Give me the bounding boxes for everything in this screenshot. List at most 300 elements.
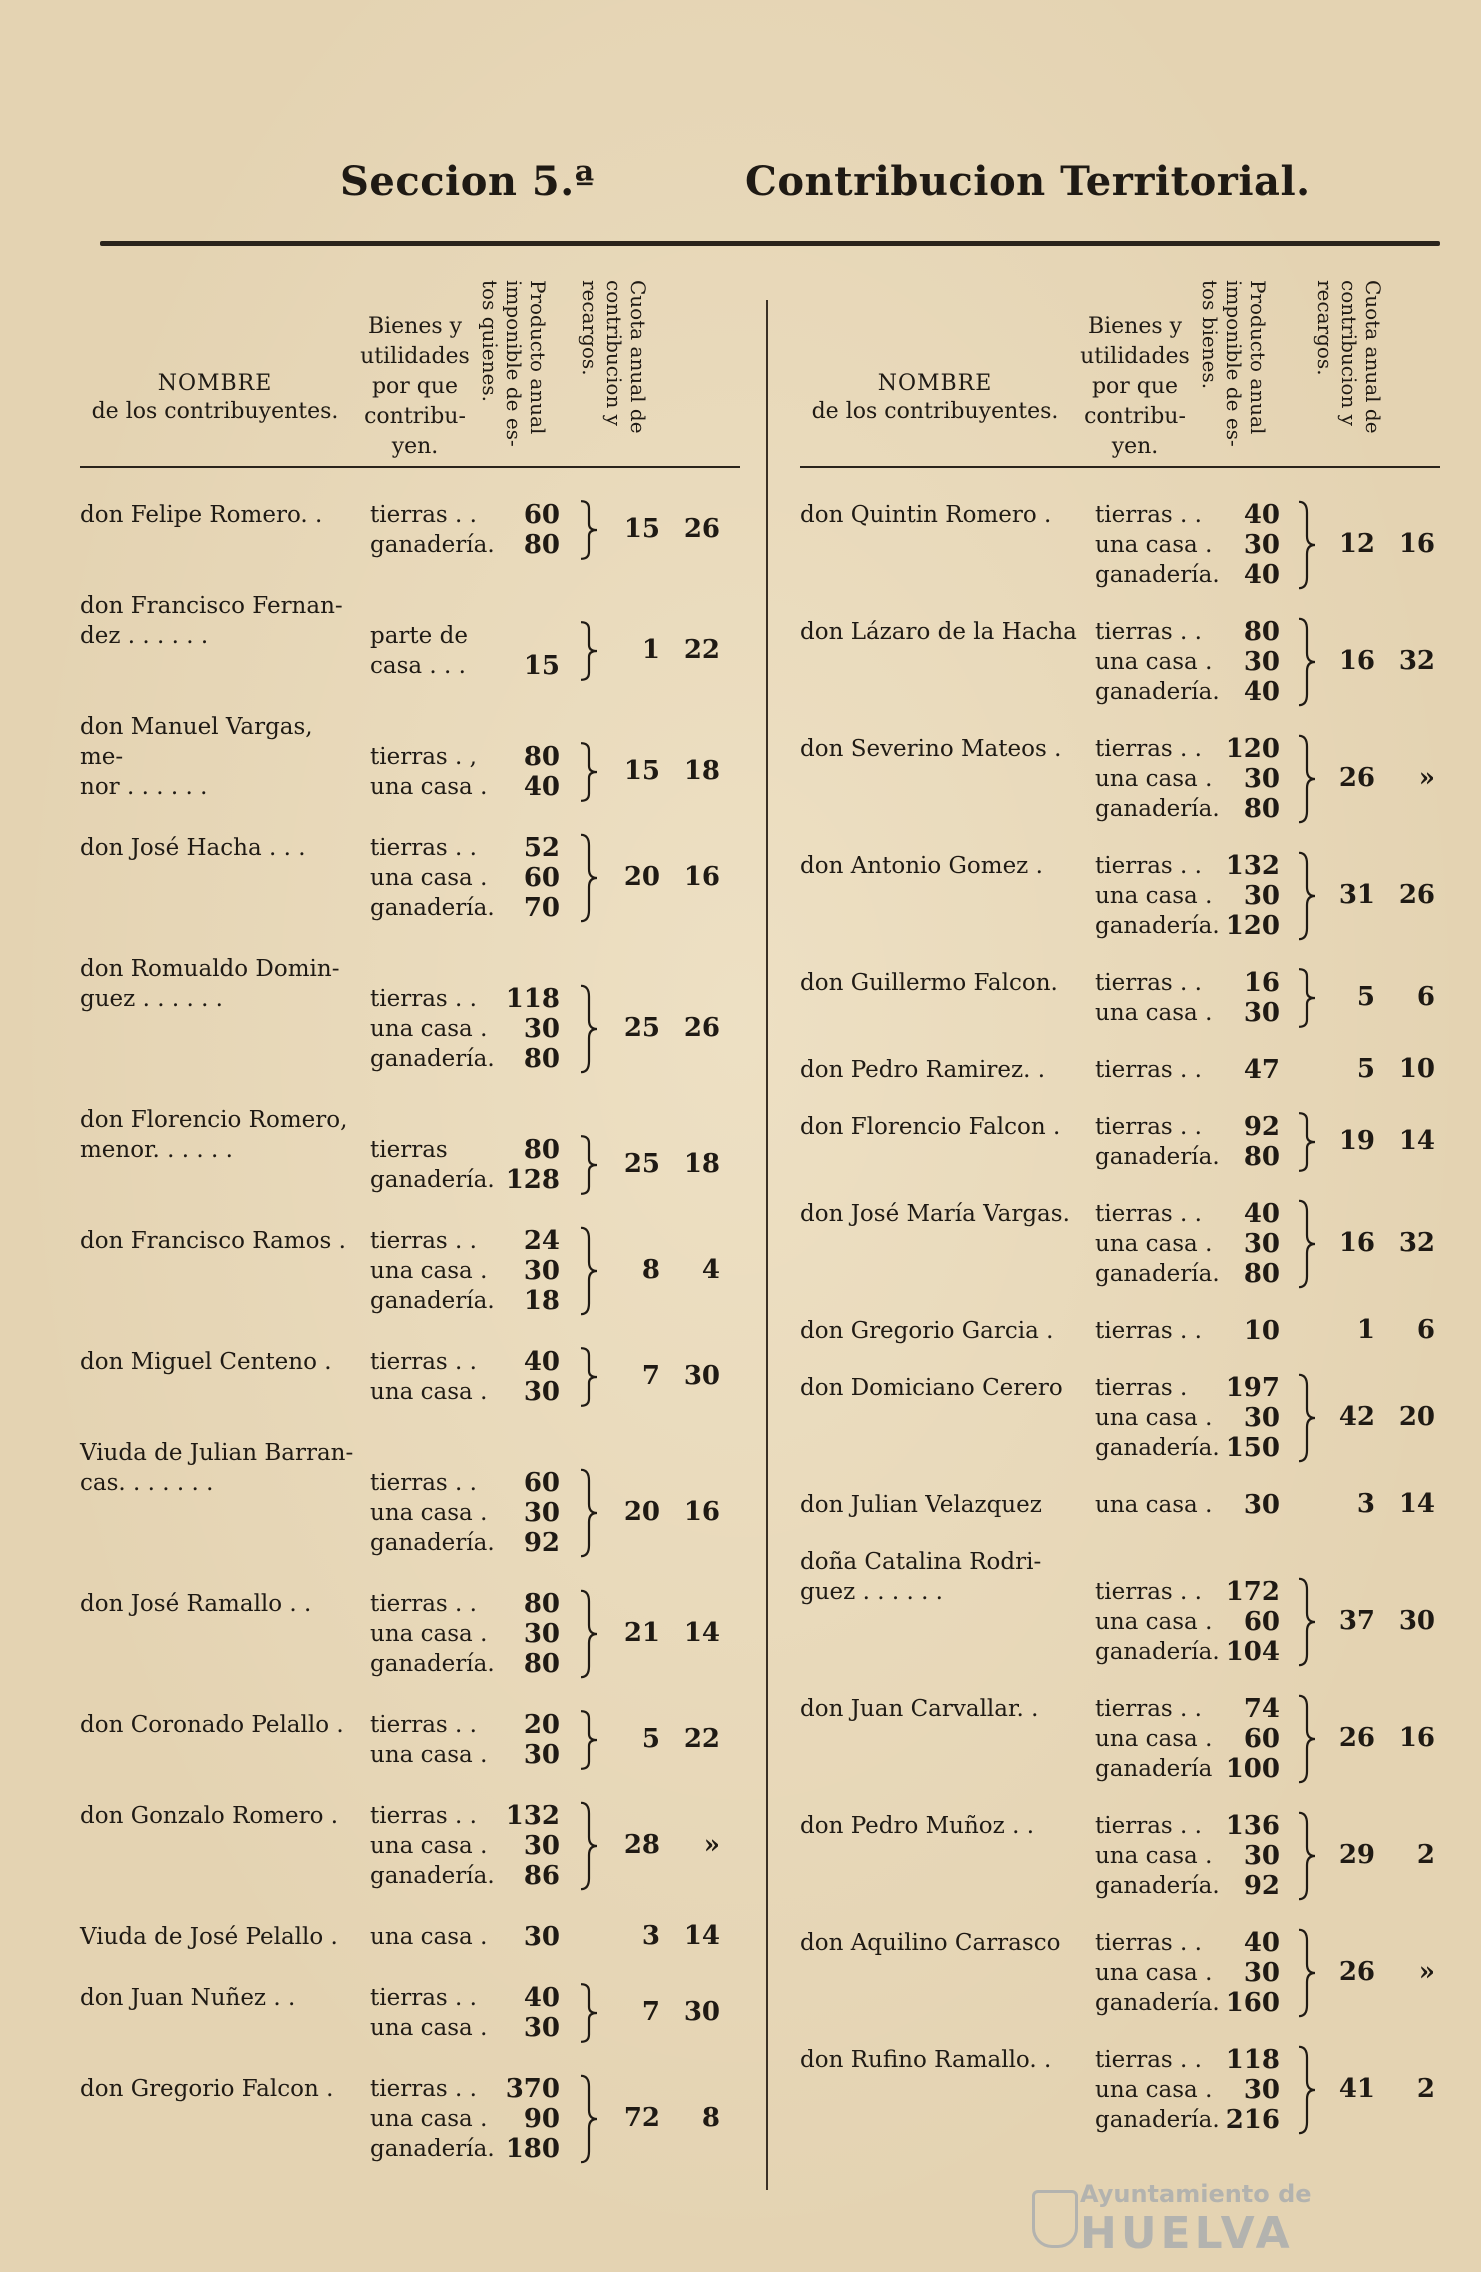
contributor-name: don Lázaro de la Hacha xyxy=(800,619,1077,645)
item-label: tierras . . xyxy=(1095,1114,1202,1140)
contributor-name: don Severino Mateos . xyxy=(800,736,1062,762)
item-label: una casa . xyxy=(1095,1609,1213,1635)
item-label: tierras . . xyxy=(370,1591,477,1617)
cuota-reales: 16 xyxy=(1338,646,1375,676)
item-label: tierras . . xyxy=(1095,736,1202,762)
item-value: 30 xyxy=(1243,647,1280,677)
contributor-name: don Florencio Romero, menor. . . . . . xyxy=(80,1107,348,1163)
brace-icon xyxy=(1295,1928,1317,2018)
brace-icon xyxy=(577,1589,599,1679)
item-value: 197 xyxy=(1225,1373,1280,1403)
cuota-maravedies: 8 xyxy=(701,2103,720,2133)
item-value: 24 xyxy=(523,1226,560,1256)
item-value: 40 xyxy=(1243,677,1280,707)
cuota-maravedies: 14 xyxy=(1398,1489,1435,1519)
item-label: ganadería. xyxy=(370,1530,495,1556)
contributor-name: don Coronado Pelallo . xyxy=(80,1712,344,1738)
table-row xyxy=(80,1983,740,2043)
cuota-maravedies: 32 xyxy=(1398,1228,1435,1258)
cuota-maravedies: 14 xyxy=(683,1618,720,1648)
brace-icon xyxy=(1295,1490,1317,1520)
item-value: 47 xyxy=(1243,1055,1280,1085)
item-value: 80 xyxy=(523,1135,560,1165)
item-label: tierras . . xyxy=(370,502,477,528)
item-label: una casa . xyxy=(370,1742,488,1768)
item-value: 172 xyxy=(1225,1577,1280,1607)
item-label: una casa . xyxy=(1095,2077,1213,2103)
cuota-reales: 1 xyxy=(1356,1315,1375,1345)
cuota-reales: 25 xyxy=(623,1013,660,1043)
item-value: 30 xyxy=(523,1740,560,1770)
item-label: tierras . . xyxy=(1095,1057,1202,1083)
contributor-name: don Antonio Gomez . xyxy=(800,853,1043,879)
table-row xyxy=(800,500,1450,590)
cuota-maravedies: 20 xyxy=(1398,1402,1435,1432)
item-value: 74 xyxy=(1243,1694,1280,1724)
item-value: 120 xyxy=(1225,911,1280,941)
cuota-reales: 20 xyxy=(623,1497,660,1527)
item-label: tierras . . xyxy=(370,1470,477,1496)
item-label: tierras . . xyxy=(1095,1813,1202,1839)
coat-of-arms-icon xyxy=(1032,2190,1078,2248)
contributor-name: don Juan Carvallar. . xyxy=(800,1696,1039,1722)
cuota-maravedies: 4 xyxy=(701,1255,720,1285)
item-label: ganadería. xyxy=(1095,1144,1220,1170)
contributor-name: don José Ramallo . . xyxy=(80,1591,312,1617)
brace-icon xyxy=(1295,1199,1317,1289)
brace-icon xyxy=(1295,851,1317,941)
cuota-reales: 5 xyxy=(1356,982,1375,1012)
contributor-name: don Rufino Ramallo. . xyxy=(800,2047,1052,2073)
contributor-name: don Gregorio Garcia . xyxy=(800,1318,1054,1344)
item-value: 10 xyxy=(1243,1316,1280,1346)
cuota-reales: 5 xyxy=(1356,1054,1375,1084)
cuota-maravedies: » xyxy=(1418,1957,1435,1987)
item-label: tierras . . xyxy=(1095,853,1202,879)
item-label: ganadería xyxy=(1095,1756,1213,1782)
cuota-reales: 28 xyxy=(623,1830,660,1860)
header-name: NOMBRE de los contribuyentes. xyxy=(811,371,1059,424)
brace-icon xyxy=(577,1226,599,1316)
table-row xyxy=(80,500,740,560)
table-header xyxy=(80,270,740,470)
item-value: 132 xyxy=(505,1801,560,1831)
cuota-reales: 26 xyxy=(1338,1957,1375,1987)
item-value: 40 xyxy=(523,772,560,802)
brace-icon xyxy=(577,1983,599,2043)
item-label: tierras . . xyxy=(370,1985,477,2011)
cuota-maravedies: 16 xyxy=(1398,1723,1435,1753)
table-row xyxy=(800,1928,1450,2018)
header-rule xyxy=(80,466,740,468)
brace-icon xyxy=(1295,1112,1317,1172)
contributor-name: don Aquilino Carrasco xyxy=(800,1930,1061,1956)
item-value: 60 xyxy=(523,863,560,893)
item-label: ganadería. xyxy=(1095,2107,1220,2133)
brace-icon xyxy=(1295,968,1317,1028)
cuota-maravedies: 32 xyxy=(1398,646,1435,676)
item-label: tierras xyxy=(370,1137,448,1163)
item-value: 80 xyxy=(1243,617,1280,647)
contributor-name: don Pedro Ramirez. . xyxy=(800,1057,1046,1083)
contributor-name: don Francisco Fernan- dez . . . . . . xyxy=(80,593,343,649)
contributor-name: don Manuel Vargas, me- nor . . . . . . xyxy=(80,714,313,800)
contributor-name: don Florencio Falcon . xyxy=(800,1114,1061,1140)
item-label: ganadería. xyxy=(1095,796,1220,822)
item-label: tierras . , xyxy=(370,744,477,770)
brace-icon xyxy=(1295,2045,1317,2135)
item-value: 30 xyxy=(1243,1490,1280,1520)
item-label: tierras . . xyxy=(1095,1318,1202,1344)
item-value: 30 xyxy=(523,1831,560,1861)
cuota-maravedies: 30 xyxy=(683,1997,720,2027)
item-value: 30 xyxy=(523,1377,560,1407)
item-value: 40 xyxy=(523,1983,560,2013)
item-label: tierras . . xyxy=(1095,502,1202,528)
item-label: ganadería. xyxy=(1095,1435,1220,1461)
item-value: 104 xyxy=(1225,1637,1280,1667)
item-label: ganadería. xyxy=(1095,913,1220,939)
contributor-name: don Pedro Muñoz . . xyxy=(800,1813,1035,1839)
contributor-name: Viuda de José Pelallo . xyxy=(80,1924,338,1950)
item-label: una casa . xyxy=(1095,1231,1213,1257)
item-value: 80 xyxy=(523,742,560,772)
contributor-name: don Gonzalo Romero . xyxy=(80,1803,339,1829)
cuota-maravedies: 26 xyxy=(683,1013,720,1043)
item-label: ganadería. xyxy=(370,1863,495,1889)
cuota-maravedies: 18 xyxy=(683,1149,720,1179)
item-label: una casa . xyxy=(370,1379,488,1405)
item-value: 60 xyxy=(523,1468,560,1498)
cuota-maravedies: » xyxy=(1418,763,1435,793)
item-label: tierras . . xyxy=(370,2076,477,2102)
cuota-reales: 12 xyxy=(1338,529,1375,559)
item-value: 86 xyxy=(523,1861,560,1891)
item-value: 80 xyxy=(523,1589,560,1619)
cuota-maravedies: 2 xyxy=(1416,1840,1435,1870)
item-value: 92 xyxy=(1243,1112,1280,1142)
table-row xyxy=(80,833,740,923)
section-label: Seccion 5.ª xyxy=(340,158,595,205)
item-label: una casa . xyxy=(370,1833,488,1859)
item-value: 80 xyxy=(523,1649,560,1679)
cuota-reales: 72 xyxy=(623,2103,660,2133)
item-value: 40 xyxy=(523,1347,560,1377)
right-table xyxy=(800,270,1450,2135)
item-label: tierras . . xyxy=(370,835,477,861)
item-value: 30 xyxy=(1243,530,1280,560)
brace-icon xyxy=(1295,1316,1317,1346)
table-row xyxy=(80,1589,740,1679)
item-label: ganadería. xyxy=(1095,1990,1220,2016)
contributor-name: don José María Vargas. xyxy=(800,1201,1070,1227)
cuota-reales: 26 xyxy=(1338,1723,1375,1753)
cuota-maravedies: 18 xyxy=(683,756,720,786)
cuota-maravedies: 2 xyxy=(1416,2074,1435,2104)
contributor-name: don Julian Velazquez xyxy=(800,1492,1042,1518)
left-table xyxy=(80,270,740,2164)
item-label: una casa . xyxy=(370,865,488,891)
cuota-reales: 20 xyxy=(623,862,660,892)
brace-icon xyxy=(1295,1055,1317,1085)
item-value: 80 xyxy=(1243,1142,1280,1172)
item-label: ganadería. xyxy=(370,1288,495,1314)
table-row xyxy=(800,734,1450,824)
cuota-maravedies: 22 xyxy=(683,635,720,665)
brace-icon xyxy=(577,1135,599,1195)
item-value: 30 xyxy=(523,1922,560,1952)
item-label: ganadería. xyxy=(370,1167,495,1193)
item-value: 30 xyxy=(1243,764,1280,794)
contributor-name: don Guillermo Falcon. xyxy=(800,970,1058,996)
table-row xyxy=(800,1112,1450,1172)
table-row xyxy=(80,712,740,802)
table-row xyxy=(80,1347,740,1407)
header-rule xyxy=(800,466,1440,468)
table-row xyxy=(80,1105,740,1195)
brace-icon xyxy=(577,1468,599,1558)
item-value: 30 xyxy=(1243,1229,1280,1259)
item-label: ganadería. xyxy=(370,2136,495,2162)
item-value: 30 xyxy=(1243,2075,1280,2105)
brace-icon xyxy=(577,984,599,1074)
item-value: 40 xyxy=(1243,500,1280,530)
item-value: 60 xyxy=(523,500,560,530)
contributor-name: don Quintin Romero . xyxy=(800,502,1052,528)
brace-icon xyxy=(577,1801,599,1891)
table-row xyxy=(80,1922,740,1952)
cuota-reales: 8 xyxy=(641,1255,660,1285)
item-value: 52 xyxy=(523,833,560,863)
cuota-maravedies: 16 xyxy=(683,862,720,892)
item-value: 30 xyxy=(523,1014,560,1044)
header-producto: Producto anual imponible de es-tos bienes. xyxy=(1198,280,1270,447)
cuota-reales: 3 xyxy=(641,1921,660,1951)
item-value: 18 xyxy=(523,1286,560,1316)
contributor-name: don Gregorio Falcon . xyxy=(80,2076,334,2102)
item-value: 118 xyxy=(1225,2045,1280,2075)
cuota-reales: 31 xyxy=(1338,880,1375,910)
brace-icon xyxy=(1295,734,1317,824)
item-label: ganadería. xyxy=(370,895,495,921)
brace-icon xyxy=(577,1710,599,1770)
item-label: ganadería. xyxy=(370,532,495,558)
cuota-maravedies: 30 xyxy=(683,1361,720,1391)
item-value: 70 xyxy=(523,893,560,923)
item-label: una casa . xyxy=(370,774,488,800)
table-row xyxy=(800,1316,1450,1346)
item-label: ganadería. xyxy=(1095,1639,1220,1665)
item-label: una casa . xyxy=(370,2106,488,2132)
item-label: tierras . . xyxy=(1095,619,1202,645)
item-label: tierras . xyxy=(1095,1375,1188,1401)
table-row xyxy=(80,2074,740,2164)
cuota-reales: 25 xyxy=(623,1149,660,1179)
contributor-name: don Francisco Ramos . xyxy=(80,1228,346,1254)
brace-icon xyxy=(1295,617,1317,707)
cuota-maravedies: 14 xyxy=(683,1921,720,1951)
cuota-reales: 3 xyxy=(1356,1489,1375,1519)
item-value: 30 xyxy=(1243,998,1280,1028)
cuota-reales: 37 xyxy=(1338,1606,1375,1636)
cuota-maravedies: » xyxy=(703,1830,720,1860)
cuota-maravedies: 26 xyxy=(683,514,720,544)
item-value: 30 xyxy=(1243,1403,1280,1433)
header-bienes: Bienes y utilidades por que contribu-yen. xyxy=(1080,314,1190,459)
cuota-reales: 21 xyxy=(623,1618,660,1648)
item-value: 15 xyxy=(523,651,560,681)
cuota-reales: 7 xyxy=(641,1997,660,2027)
table-row xyxy=(800,1373,1450,1463)
item-value: 216 xyxy=(1225,2105,1280,2135)
item-label: una casa . xyxy=(370,1500,488,1526)
contributor-name: don Domiciano Cerero xyxy=(800,1375,1063,1401)
table-row xyxy=(80,1438,740,1558)
item-value: 30 xyxy=(1243,1841,1280,1871)
item-label: tierras . . xyxy=(370,1349,477,1375)
contributor-name: don Romualdo Domin- guez . . . . . . xyxy=(80,956,340,1012)
table-row xyxy=(80,1710,740,1770)
cuota-maravedies: 26 xyxy=(1398,880,1435,910)
table-row xyxy=(80,591,740,681)
item-label: ganadería. xyxy=(370,1046,495,1072)
item-label: una casa . xyxy=(1095,1000,1213,1026)
cuota-reales: 16 xyxy=(1338,1228,1375,1258)
item-value: 30 xyxy=(523,1498,560,1528)
cuota-maravedies: 6 xyxy=(1416,1315,1435,1345)
item-value: 118 xyxy=(505,984,560,1014)
cuota-maravedies: 10 xyxy=(1398,1054,1435,1084)
cuota-reales: 19 xyxy=(1338,1126,1375,1156)
brace-icon xyxy=(577,1347,599,1407)
table-row xyxy=(800,2045,1450,2135)
item-label: tierras . . xyxy=(370,1228,477,1254)
cuota-reales: 5 xyxy=(641,1724,660,1754)
item-label: tierras . . xyxy=(370,1712,477,1738)
item-value: 150 xyxy=(1225,1433,1280,1463)
item-value: 92 xyxy=(1243,1871,1280,1901)
cuota-reales: 15 xyxy=(623,514,660,544)
item-label: tierras . . xyxy=(1095,970,1202,996)
cuota-maravedies: 22 xyxy=(683,1724,720,1754)
cuota-maravedies: 16 xyxy=(683,1497,720,1527)
table-row xyxy=(800,1490,1450,1520)
item-value: 30 xyxy=(523,2013,560,2043)
cuota-reales: 15 xyxy=(623,756,660,786)
item-label: una casa . xyxy=(1095,1843,1213,1869)
header-name: NOMBRE de los contribuyentes. xyxy=(91,371,339,424)
cuota-maravedies: 16 xyxy=(1398,529,1435,559)
item-label: una casa . xyxy=(370,1016,488,1042)
item-value: 30 xyxy=(1243,1958,1280,1988)
item-value: 180 xyxy=(505,2134,560,2164)
item-label: parte de xyxy=(370,623,468,649)
table-row xyxy=(800,617,1450,707)
item-label: casa . . . xyxy=(370,653,466,679)
item-value: 40 xyxy=(1243,1199,1280,1229)
table-row xyxy=(80,1801,740,1891)
item-label: tierras . . xyxy=(1095,2047,1202,2073)
item-value: 80 xyxy=(1243,1259,1280,1289)
item-value: 80 xyxy=(523,1044,560,1074)
item-label: tierras . . xyxy=(370,1803,477,1829)
cuota-reales: 1 xyxy=(641,635,660,665)
item-label: una casa . xyxy=(1095,1726,1213,1752)
item-value: 90 xyxy=(523,2104,560,2134)
item-value: 20 xyxy=(523,1710,560,1740)
item-value: 16 xyxy=(1243,968,1280,998)
item-value: 136 xyxy=(1225,1811,1280,1841)
archive-watermark: Ayuntamiento de HUELVA xyxy=(1080,2180,1312,2259)
contributor-name: don Juan Nuñez . . xyxy=(80,1985,296,2011)
contributor-name: doña Catalina Rodri- guez . . . . . . xyxy=(800,1549,1042,1605)
item-label: una casa . xyxy=(370,1621,488,1647)
contributor-name: Viuda de Julian Barran- cas. . . . . . . xyxy=(80,1440,354,1496)
cuota-reales: 7 xyxy=(641,1361,660,1391)
item-label: una casa . xyxy=(1095,766,1213,792)
header-cuota: Cuota anual de contribucion y recargos. xyxy=(1313,280,1385,434)
cuota-reales: 26 xyxy=(1338,763,1375,793)
item-value: 60 xyxy=(1243,1724,1280,1754)
table-row xyxy=(80,1226,740,1316)
cuota-maravedies: 30 xyxy=(1398,1606,1435,1636)
item-label: una casa . xyxy=(370,2015,488,2041)
brace-icon xyxy=(1295,500,1317,590)
item-value: 92 xyxy=(523,1528,560,1558)
brace-icon xyxy=(1295,1811,1317,1901)
column-divider xyxy=(766,300,768,2190)
brace-icon xyxy=(577,742,599,802)
item-label: una casa . xyxy=(1095,1492,1213,1518)
table-row xyxy=(800,1547,1450,1667)
item-value: 30 xyxy=(1243,881,1280,911)
header-producto: Producto anual imponible de es-tos quienes. xyxy=(478,280,550,447)
title-rule xyxy=(100,241,1440,246)
item-value: 370 xyxy=(505,2074,560,2104)
table-row xyxy=(800,1694,1450,1784)
brace-icon xyxy=(1295,1373,1317,1463)
brace-icon xyxy=(577,500,599,560)
item-label: una casa . xyxy=(1095,532,1213,558)
cuota-reales: 41 xyxy=(1338,2074,1375,2104)
item-value: 120 xyxy=(1225,734,1280,764)
item-value: 128 xyxy=(505,1165,560,1195)
item-value: 30 xyxy=(523,1619,560,1649)
brace-icon xyxy=(577,1922,599,1952)
table-row xyxy=(800,1055,1450,1085)
item-value: 160 xyxy=(1225,1988,1280,2018)
item-value: 132 xyxy=(1225,851,1280,881)
item-value: 40 xyxy=(1243,560,1280,590)
contributor-name: don Miguel Centeno . xyxy=(80,1349,332,1375)
cuota-reales: 29 xyxy=(1338,1840,1375,1870)
brace-icon xyxy=(577,2074,599,2164)
brace-icon xyxy=(1295,1577,1317,1667)
header-cuota: Cuota anual de contribucion y recargos. xyxy=(578,280,650,434)
table-row xyxy=(80,954,740,1074)
item-label: ganadería. xyxy=(1095,679,1220,705)
item-value: 100 xyxy=(1225,1754,1280,1784)
item-label: una casa . xyxy=(1095,1405,1213,1431)
contributor-name: don Felipe Romero. . xyxy=(80,502,323,528)
brace-icon xyxy=(1295,1694,1317,1784)
item-label: una casa . xyxy=(1095,883,1213,909)
item-label: tierras . . xyxy=(1095,1201,1202,1227)
item-value: 80 xyxy=(1243,794,1280,824)
item-label: una casa . xyxy=(370,1258,488,1284)
item-label: una casa . xyxy=(1095,649,1213,675)
item-value: 80 xyxy=(523,530,560,560)
